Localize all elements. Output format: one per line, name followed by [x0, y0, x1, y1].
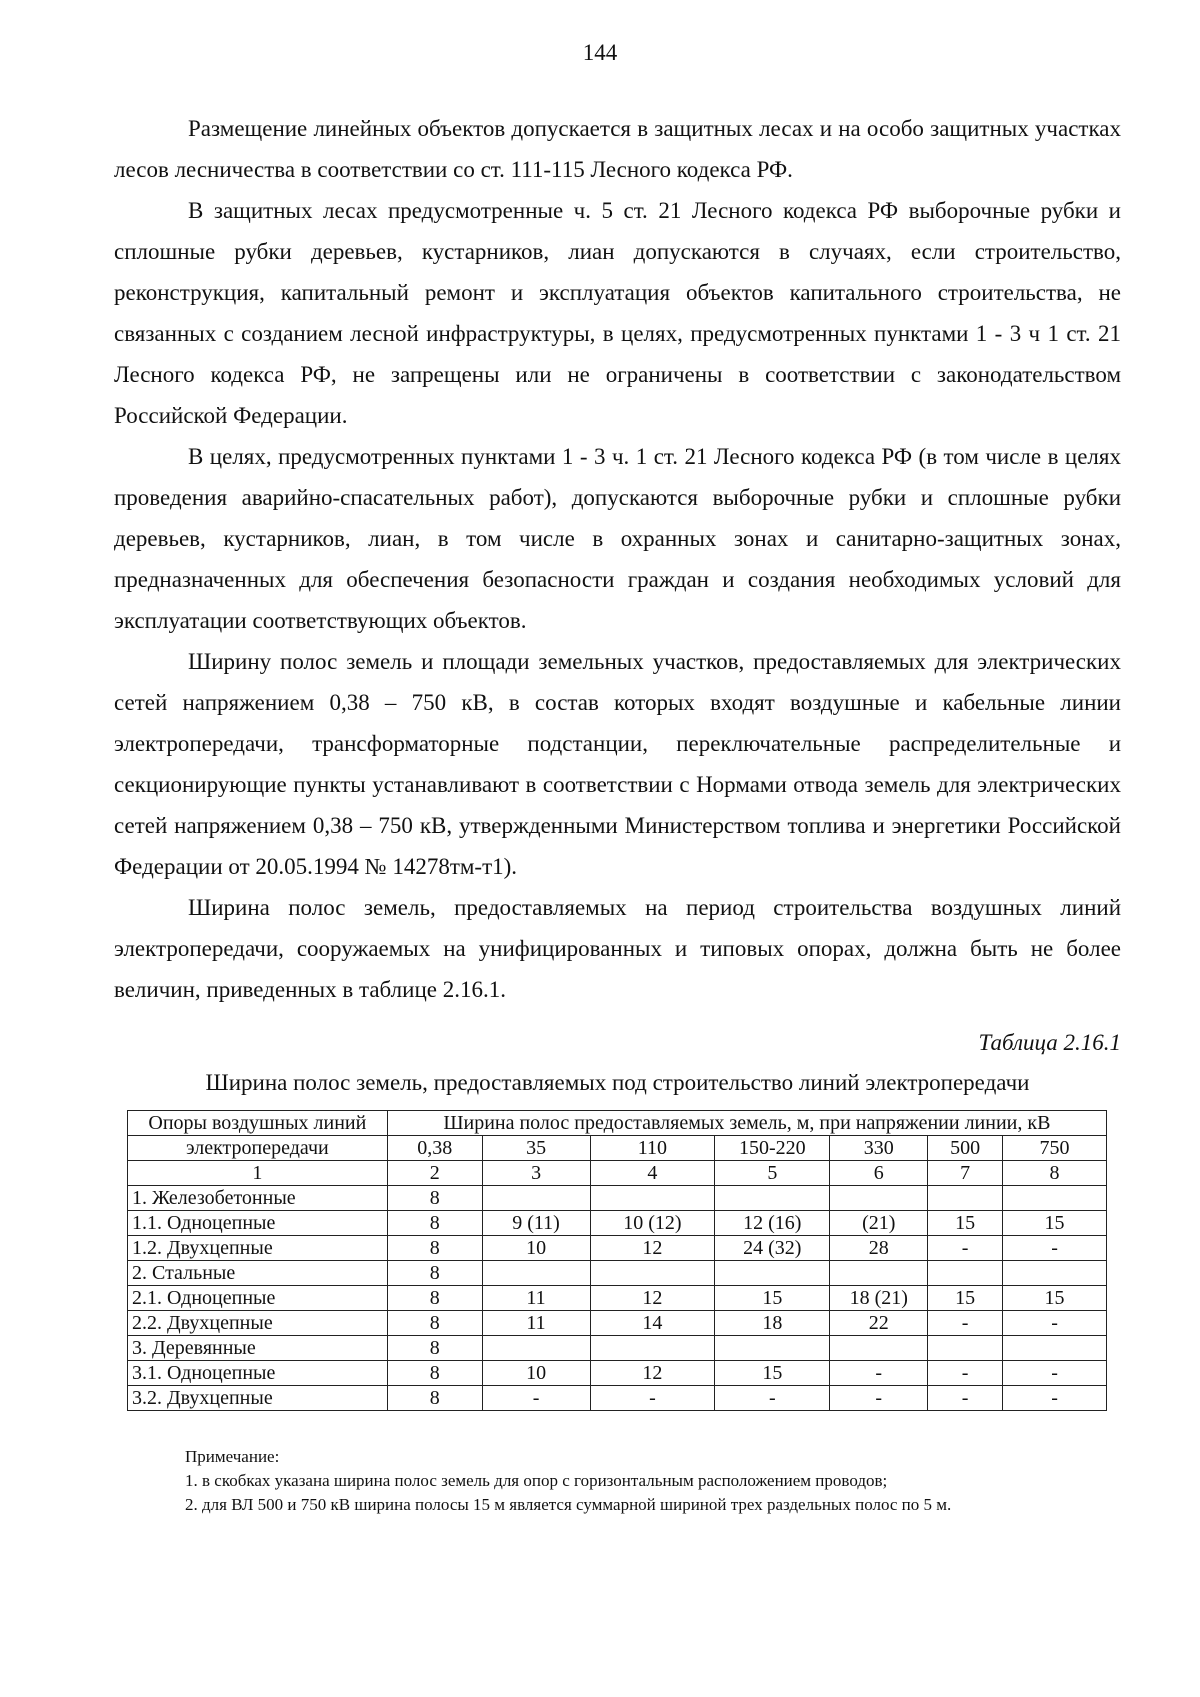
paragraph: Ширину полос земель и площади земельных участков, предоставляемых для электрических сетей напряжением 0,38 – 750 кВ, в состав которых входят воздушные и кабельные линии электропередачи, трансформаторные подстанции, переключательные распределительные и секционирующие пункты устанавливают в соответствии с Нормами отвода земель для электрических сетей напряжением 0,38 – 750 кВ, утвержденными Министерством топлива и энергетики Российской Федерации от 20.05.1994 № 14278тм-т1). [114, 649, 1121, 879]
table-cell: - [830, 1386, 928, 1411]
table-cell: 9 (11) [482, 1211, 590, 1236]
table-cell: 8 [387, 1336, 482, 1361]
table-cell [590, 1336, 715, 1361]
table-row [128, 1186, 1107, 1211]
table-cell: 8 [387, 1286, 482, 1311]
header-cell: 150-220 [715, 1136, 830, 1161]
note-item: 1. в скобках указана ширина полос земель для опор с горизонтальным расположением проводов; [185, 1471, 888, 1490]
table-cell [715, 1186, 830, 1211]
table-header-row [128, 1136, 1107, 1161]
table-cell: 18 [715, 1311, 830, 1336]
row-label-cell: 2.1. Одноцепные [128, 1286, 388, 1311]
page-number: 144 [582, 40, 618, 65]
table-cell: 8 [387, 1386, 482, 1411]
notes-heading: Примечание: [185, 1447, 280, 1466]
table-row [128, 1336, 1107, 1361]
table-cell: - [928, 1386, 1003, 1411]
table-cell [1003, 1261, 1107, 1286]
row-label-cell: 3.2. Двухцепные [128, 1386, 388, 1411]
table-cell: 15 [715, 1361, 830, 1386]
paragraph: В защитных лесах предусмотренные ч. 5 ст. 21 Лесного кодекса РФ выборочные рубки и сплошные рубки деревьев, кустарников, лиан допускаются в случаях, если строительство, реконструкция, капитальный ремонт и эксплуатация объектов капитального строительства, не связанных с созданием лесной инфраструктуры, в целях, предусмотренных пунктами 1 - 3 ч 1 ст. 21 Лесного кодекса РФ, не запрещены или не ограничены в соответствии с законодательством Российской Федерации. [114, 198, 1121, 428]
column-number-cell: 5 [715, 1161, 830, 1186]
table-cell [590, 1186, 715, 1211]
note-item: 2. для ВЛ 500 и 750 кВ ширина полосы 15 м является суммарной шириной трех раздельных полос по 5 м. [185, 1495, 952, 1514]
table-cell: 18 (21) [830, 1286, 928, 1311]
table-cell: 8 [387, 1261, 482, 1286]
table-cell: 10 [482, 1361, 590, 1386]
row-label-cell: 1.1. Одноцепные [128, 1211, 388, 1236]
column-number-cell: 3 [482, 1161, 590, 1186]
table-cell [715, 1336, 830, 1361]
table-cell [1003, 1336, 1107, 1361]
table-header-row [128, 1111, 1107, 1136]
table-cell [830, 1261, 928, 1286]
header-cell: Ширина полос предоставляемых земель, м, при напряжении линии, кВ [387, 1111, 1106, 1136]
table-cell: 10 [482, 1236, 590, 1261]
column-number-cell: 6 [830, 1161, 928, 1186]
table-cell: - [928, 1311, 1003, 1336]
table-cell: - [1003, 1361, 1107, 1386]
table-cell: (21) [830, 1211, 928, 1236]
table-cell: - [1003, 1311, 1107, 1336]
table-cell [482, 1186, 590, 1211]
table-cell: - [830, 1361, 928, 1386]
column-number-cell: 8 [1003, 1161, 1107, 1186]
table-cell: 8 [387, 1186, 482, 1211]
table-cell [482, 1261, 590, 1286]
table-cell: - [1003, 1386, 1107, 1411]
table-cell: 22 [830, 1311, 928, 1336]
table-cell: 10 (12) [590, 1211, 715, 1236]
table-cell: 12 (16) [715, 1211, 830, 1236]
header-cell: 750 [1003, 1136, 1107, 1161]
table-row [128, 1286, 1107, 1311]
header-cell: 110 [590, 1136, 715, 1161]
table-row [128, 1261, 1107, 1286]
table-cell [928, 1261, 1003, 1286]
column-number-cell: 1 [128, 1161, 388, 1186]
row-label-cell: 2. Стальные [128, 1261, 388, 1286]
column-number-cell: 4 [590, 1161, 715, 1186]
table-cell [830, 1186, 928, 1211]
header-cell: 500 [928, 1136, 1003, 1161]
table-row [128, 1311, 1107, 1336]
table-cell: 8 [387, 1311, 482, 1336]
body-text [114, 108, 1121, 1010]
table-title: Ширина полос земель, предоставляемых под строительство линий электропередачи [205, 1070, 1030, 1095]
table-cell: 12 [590, 1286, 715, 1311]
column-number-cell: 2 [387, 1161, 482, 1186]
header-cell: электропередачи [128, 1136, 388, 1161]
table-cell [590, 1261, 715, 1286]
table-notes [185, 1445, 1115, 1517]
header-cell: 35 [482, 1136, 590, 1161]
paragraph: Размещение линейных объектов допускается в защитных лесах и на особо защитных участках лесов лесничества в соответствии со ст. 111-115 Лесного кодекса РФ. [114, 116, 1121, 182]
paragraph: Ширина полос земель, предоставляемых на период строительства воздушных линий электропередачи, сооружаемых на унифицированных и типовых опорах, должна быть не более величин, приведенных в таблице 2.16.1. [114, 895, 1121, 1002]
table-cell: 15 [1003, 1286, 1107, 1311]
table-cell: 12 [590, 1361, 715, 1386]
table-cell [715, 1261, 830, 1286]
table-cell [482, 1336, 590, 1361]
paragraph: В целях, предусмотренных пунктами 1 - 3 ч. 1 ст. 21 Лесного кодекса РФ (в том числе в целях проведения аварийно-спасательных работ), допускаются выборочные рубки и сплошные рубки деревьев, кустарников, лиан, в том числе в охранных зонах и санитарно-защитных зонах, предназначенных для обеспечения безопасности граждан и создания необходимых условий для эксплуатации соответствующих объектов. [114, 444, 1121, 633]
header-cell: 330 [830, 1136, 928, 1161]
column-number-row [128, 1161, 1107, 1186]
table-number: Таблица 2.16.1 [978, 1030, 1121, 1055]
table-cell: 15 [928, 1286, 1003, 1311]
row-label-cell: 3. Деревянные [128, 1336, 388, 1361]
table-cell: 28 [830, 1236, 928, 1261]
table-cell: 11 [482, 1286, 590, 1311]
row-label-cell: 3.1. Одноцепные [128, 1361, 388, 1386]
table-cell [928, 1336, 1003, 1361]
table-row [128, 1361, 1107, 1386]
table-cell: - [715, 1386, 830, 1411]
table-cell: 15 [1003, 1211, 1107, 1236]
row-label-cell: 1.2. Двухцепные [128, 1236, 388, 1261]
table-cell: 15 [928, 1211, 1003, 1236]
table-cell: - [928, 1236, 1003, 1261]
row-label-cell: 2.2. Двухцепные [128, 1311, 388, 1336]
table-cell: - [482, 1386, 590, 1411]
table-cell: - [928, 1361, 1003, 1386]
table-cell: 11 [482, 1311, 590, 1336]
table-cell [830, 1336, 928, 1361]
table-row [128, 1386, 1107, 1411]
header-cell: 0,38 [387, 1136, 482, 1161]
table-cell: 8 [387, 1236, 482, 1261]
land-width-table [127, 1110, 1107, 1411]
table-cell: 8 [387, 1361, 482, 1386]
table-cell: 24 (32) [715, 1236, 830, 1261]
table-cell: - [1003, 1236, 1107, 1261]
table-cell: - [590, 1386, 715, 1411]
table-cell: 15 [715, 1286, 830, 1311]
table-cell: 12 [590, 1236, 715, 1261]
table-row [128, 1211, 1107, 1236]
column-number-cell: 7 [928, 1161, 1003, 1186]
table-cell: 14 [590, 1311, 715, 1336]
row-label-cell: 1. Железобетонные [128, 1186, 388, 1211]
table-row [128, 1236, 1107, 1261]
table-cell [1003, 1186, 1107, 1211]
header-cell: Опоры воздушных линий [128, 1111, 388, 1136]
table-cell: 8 [387, 1211, 482, 1236]
table-cell [928, 1186, 1003, 1211]
